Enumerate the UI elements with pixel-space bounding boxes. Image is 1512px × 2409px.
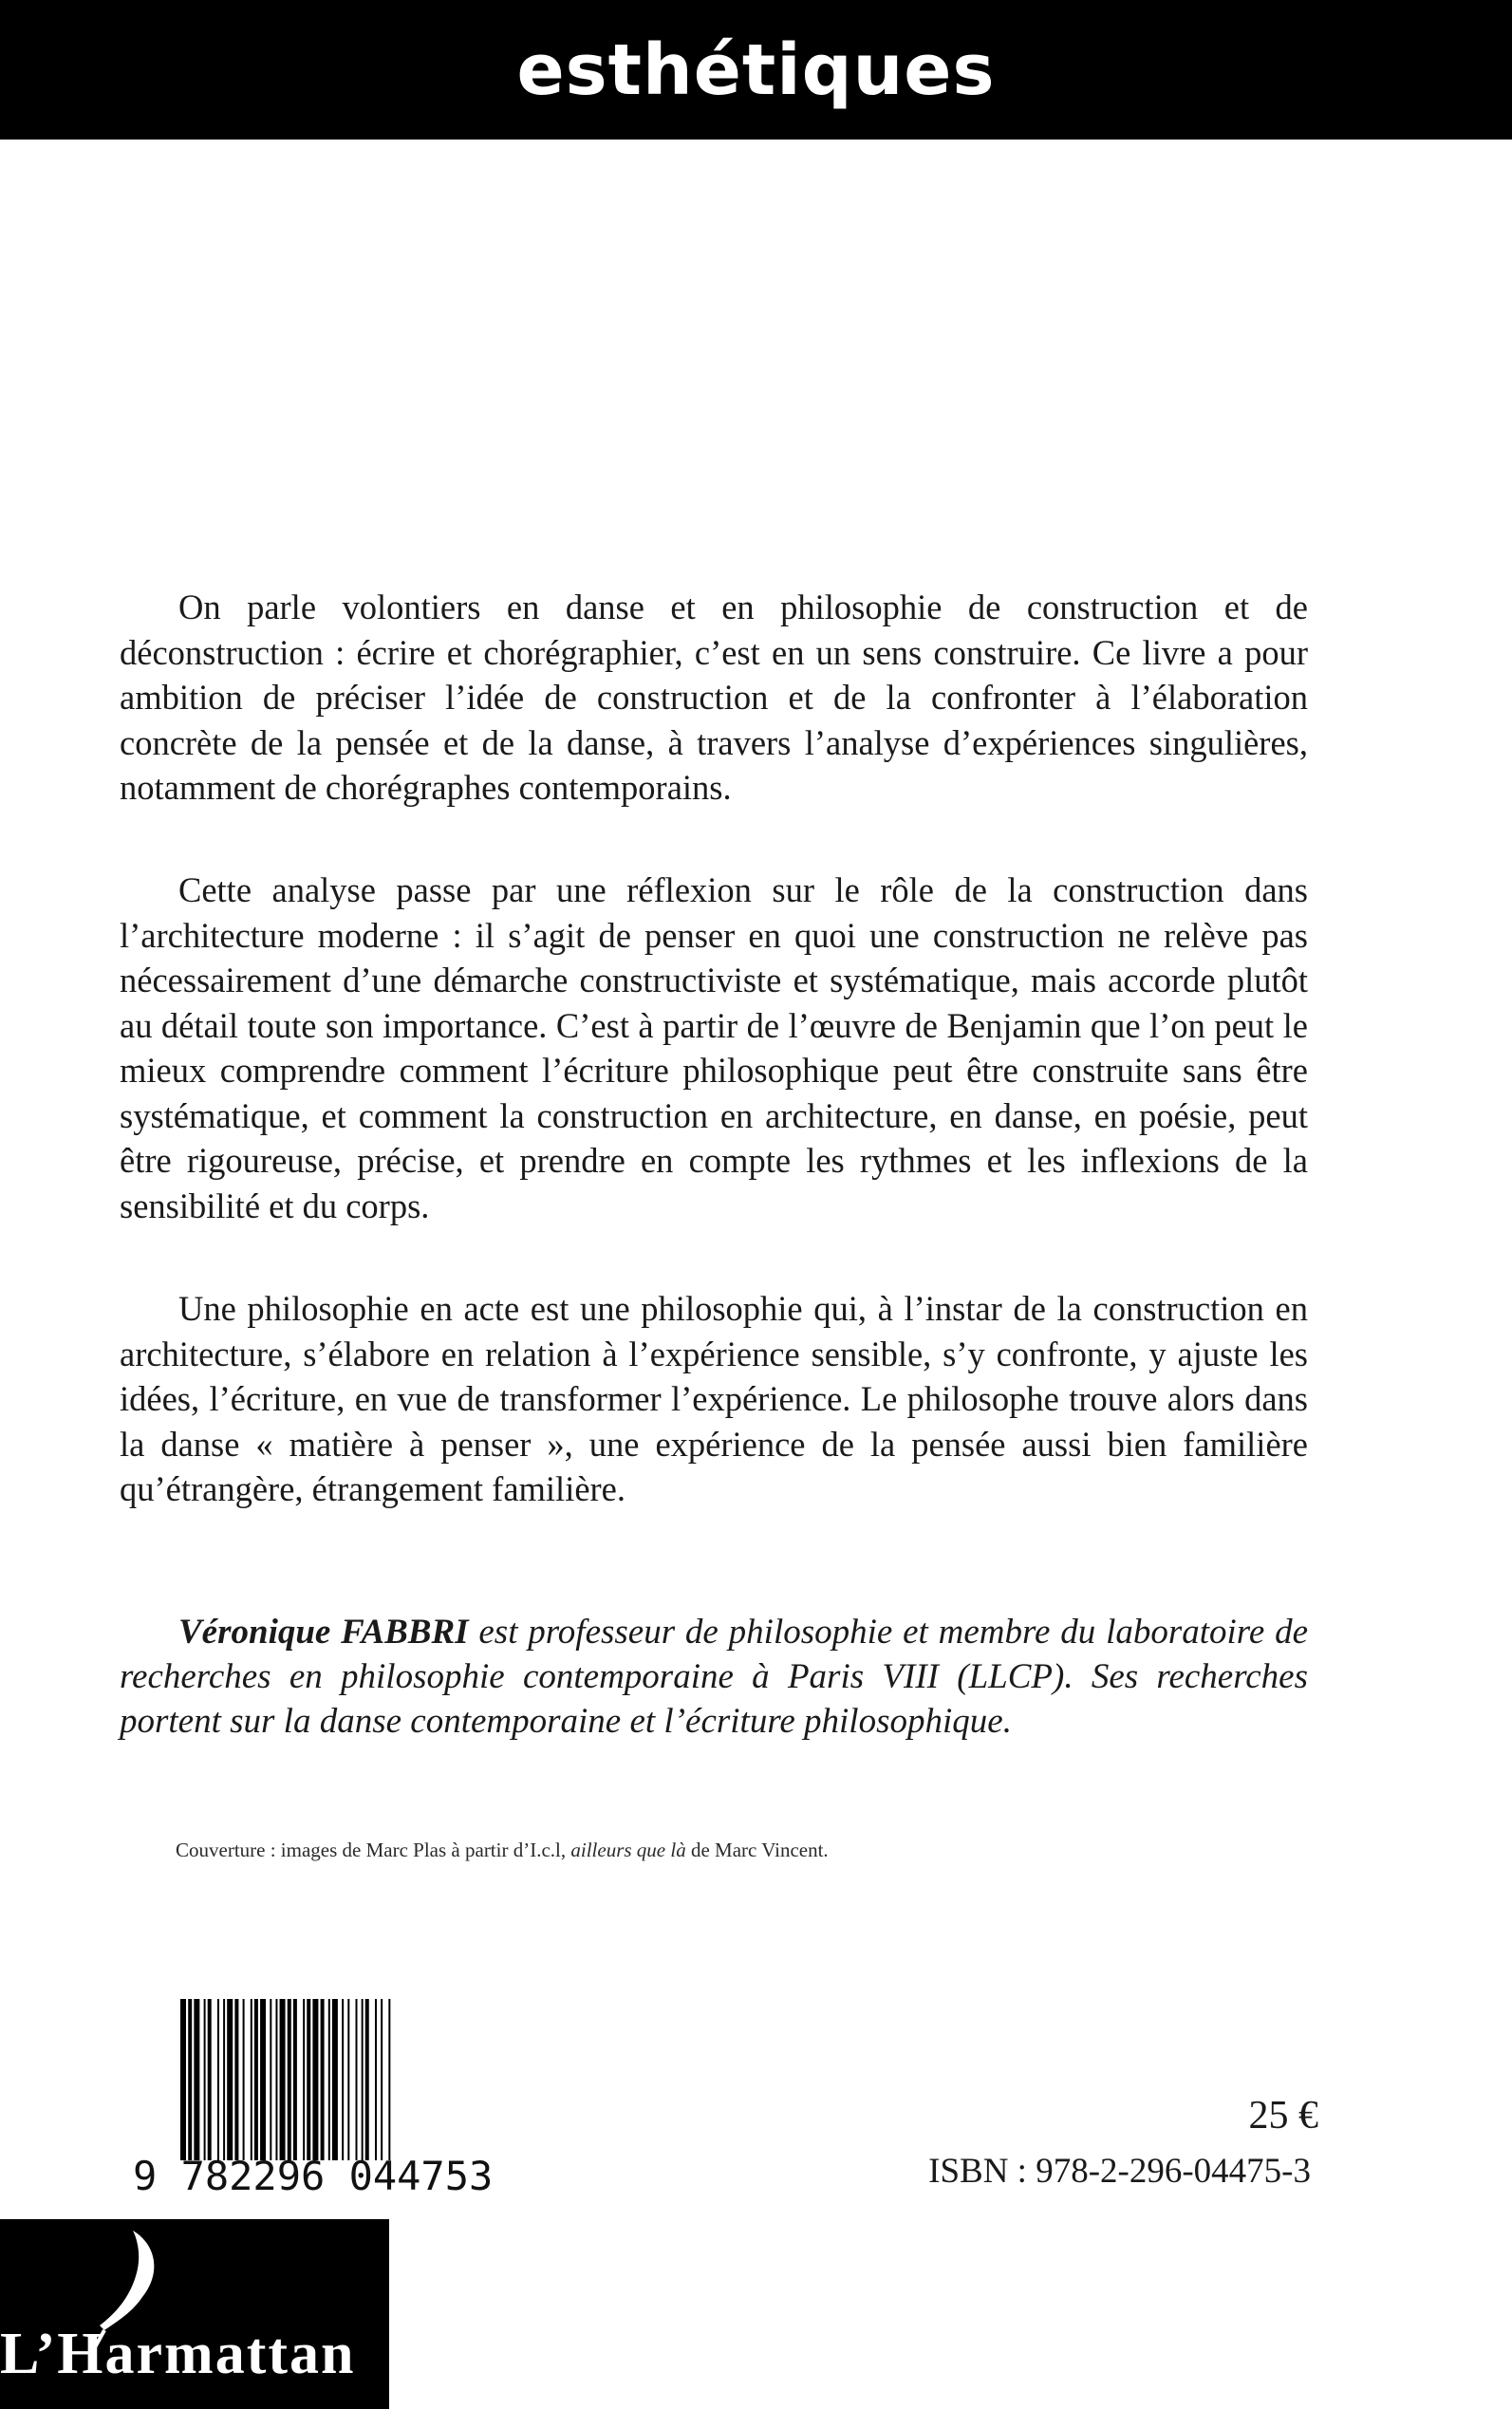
price: 25 € [1248, 2094, 1318, 2138]
author-bio [120, 1610, 1308, 1744]
barcode-icon [171, 1999, 551, 2160]
isbn: ISBN : 978-2-296-04475-3 [928, 2152, 1311, 2191]
cover-credit-prefix: Couverture : images de Marc Plas à partir d’I.c.l, [176, 1839, 571, 1861]
description-paragraph-2: Cette analyse passe par une réflexion sur le rôle de la construction dans l’architecture moderne : il s’agit de penser en quoi une construction ne relève pas nécessairement d’une démarche constructiviste et systématique, mais accorde plutôt au détail toute son importance. C’est à partir de l’œuvre de Benjamin que l’on peut le mieux comprendre comment l’écriture philosophique peut être construite sans être systématique, et comment la construction en architecture, en danse, en poésie, peut être rigoureuse, précise, et prendre en compte les rythmes et les inflexions de la sensibilité et du corps. [120, 870, 1308, 1225]
description-paragraph-1: On parle volontiers en danse et en philosophie de construction et de déconstruction : écrire et chorégraphier, c’est en un sens construire. Ce livre a pour ambition de préciser l’idée de construction et de la confronter à l’élaboration concrète de la pensée et de la danse, à travers l’analyse d’expériences singulières, notamment de chorégraphes contemporains. [120, 588, 1308, 807]
description-paragraph-3: Une philosophie en acte est une philosophie qui, à l’instar de la construction en architecture, s’élabore en relation à l’expérience sensible, s’y confronte, y ajuste les idées, l’écriture, en vue de transformer l’expérience. Le philosophe trouve alors dans la danse « matière à penser », une expérience de la pensée aussi bien familière qu’étrangère, étrangement familière. [120, 1289, 1308, 1508]
barcode-digits: 9 782296 044753 [133, 2153, 494, 2199]
cover-credit-work: ailleurs que là [570, 1839, 686, 1861]
cover-credit-suffix: de Marc Vincent. [685, 1839, 829, 1861]
cover-credit [176, 1838, 829, 1862]
series-title: esthétiques [516, 29, 996, 111]
publisher-name: L’Harmattan [0, 2322, 356, 2386]
author-name: Véronique FABBRI [178, 1613, 469, 1652]
author-bio-text: est professeur de philosophie et membre du laboratoire de recherches en philosophie contemporaine à Paris VIII (LLCP). Ses recherches portent sur la danse contemporaine et l’écriture philosophique. [120, 1613, 1308, 1741]
